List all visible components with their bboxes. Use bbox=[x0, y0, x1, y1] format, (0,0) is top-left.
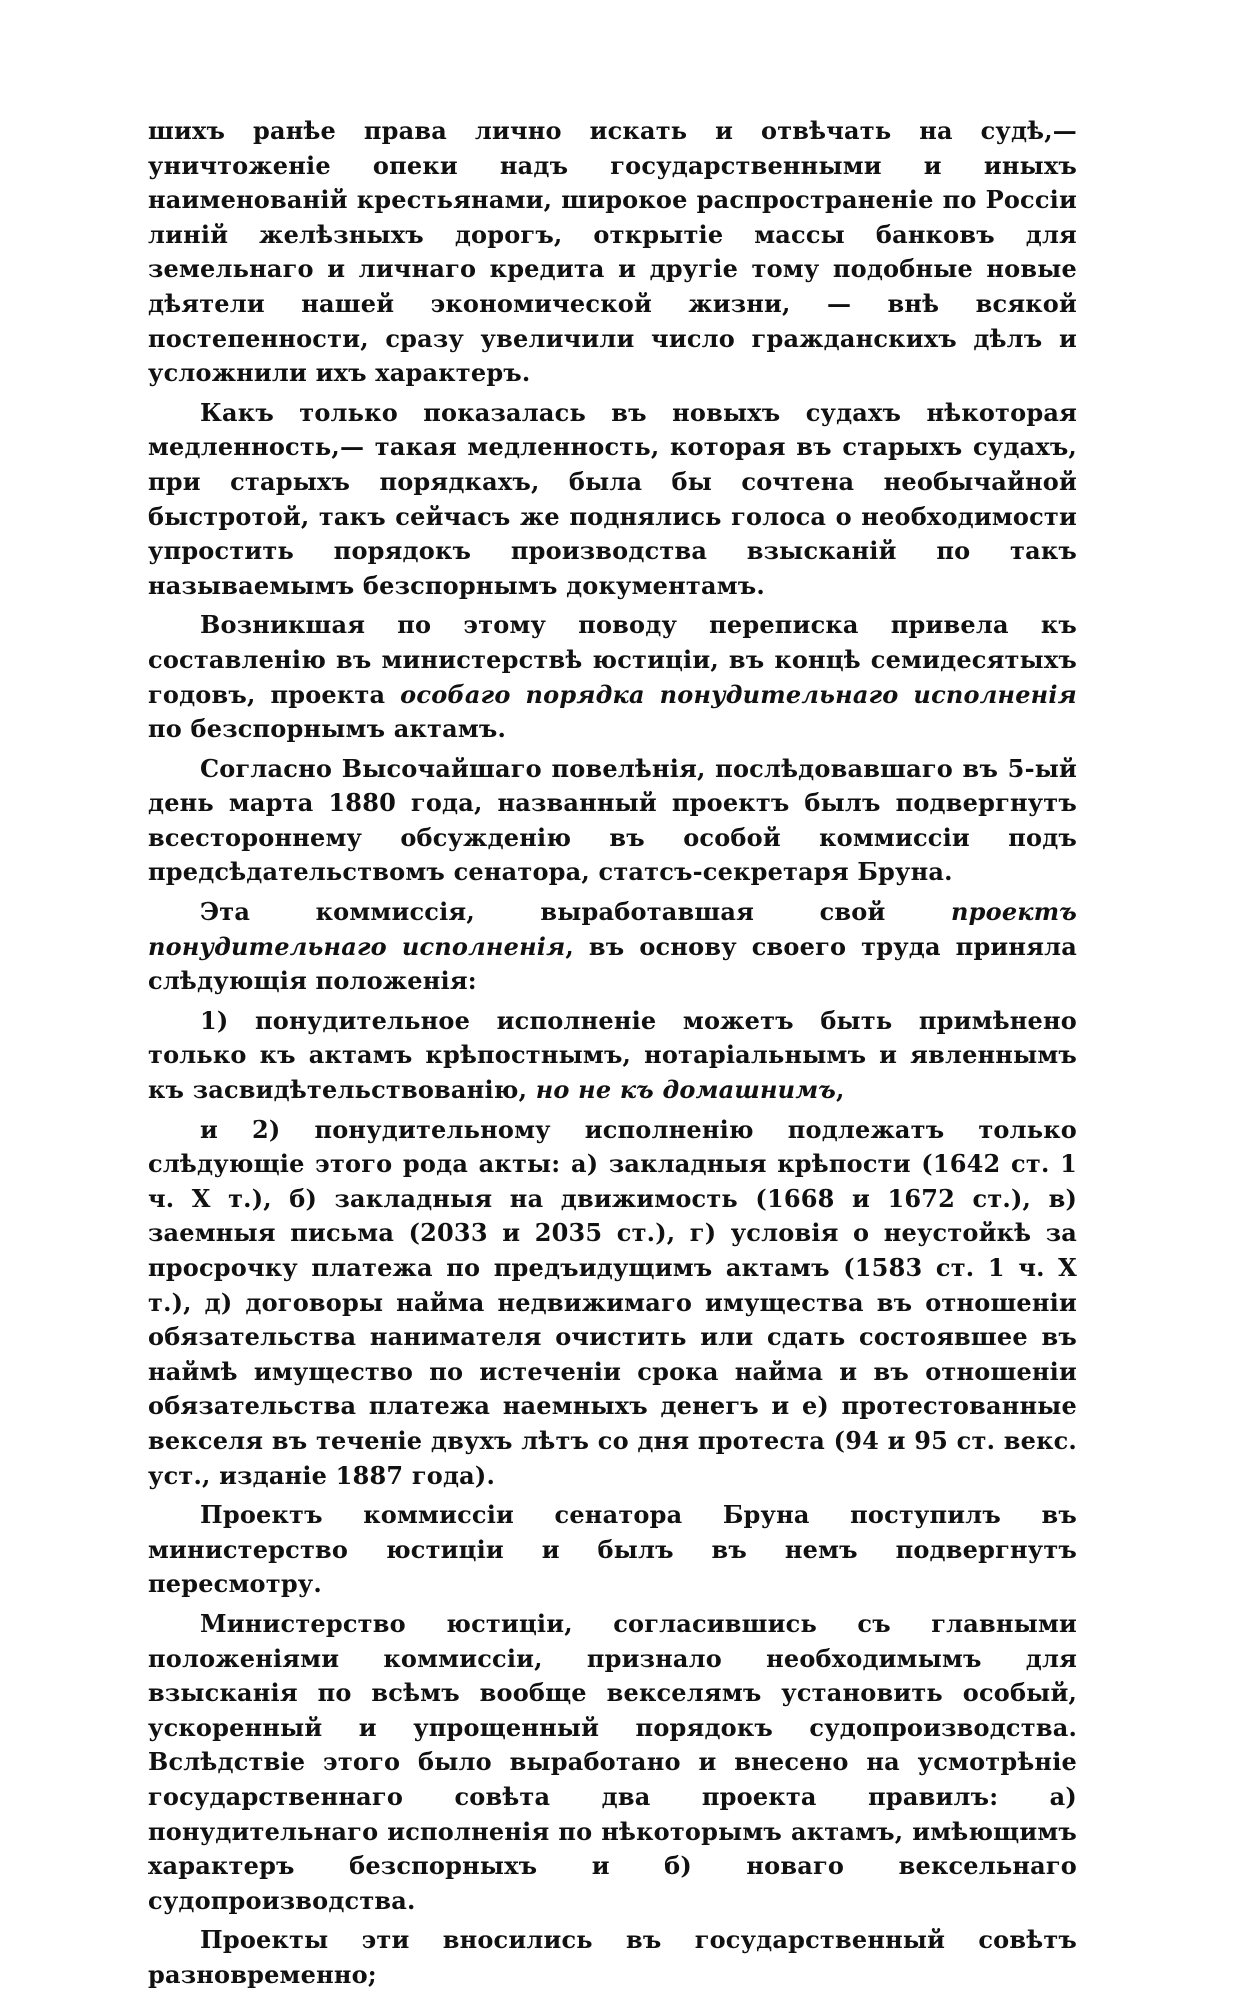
italic-segment: но не къ домашнимъ bbox=[535, 1075, 836, 1105]
italic-segment: особаго порядка понудительнаго исполненія bbox=[400, 679, 1077, 709]
paragraph bbox=[148, 396, 1077, 604]
paragraph bbox=[148, 1607, 1077, 1918]
paragraph bbox=[148, 752, 1077, 890]
text-segment: , bbox=[835, 1075, 845, 1105]
text-segment: , въ основу своего труда приняла слѣдующія положенія: bbox=[148, 931, 1077, 996]
paragraph bbox=[148, 1923, 1077, 1992]
text-segment: 1) понудительное исполненіе можетъ быть примѣнено только къ актамъ крѣпостнымъ, нотаріальнымъ и явленнымъ къ засвидѣтельствованію, bbox=[148, 1005, 1077, 1105]
text-segment: Согласно Высочайшаго повелѣнія, послѣдовавшаго въ 5-ый день марта 1880 года, названный проектъ былъ подвергнутъ всестороннему обсужденію въ особой коммиссіи подъ предсѣдательствомъ сенатора, статсъ-секретаря Бруна. bbox=[148, 753, 1077, 887]
text-segment: и 2) понудительному исполненію подлежатъ только слѣдующіе этого рода акты: а) закладныя крѣпости (1642 ст. 1 ч. X т.), б) закладныя на движимость (1668 и 1672 ст.), в) заемныя письма (2033 и 2035 ст.), г) условія о неустойкѣ за просрочку платежа по предъидущимъ актамъ (1583 ст. 1 ч. X т.), д) договоры найма недвижимаго имущества въ отношеніи обязательства нанимателя очистить или сдать состоявшее въ наймѣ имущество по истеченіи срока найма и въ отношеніи обязательства платежа наемныхъ денегъ и е) протестованные векселя въ теченіе двухъ лѣтъ со дня протеста (94 и 95 ст. векс. уст., изданіе 1887 года). bbox=[148, 1114, 1077, 1490]
text-segment: Какъ только показалась въ новыхъ судахъ нѣкоторая медленность,— такая медленность, которая въ старыхъ судахъ, при старыхъ порядкахъ, была бы сочтена необычайной быстротой, такъ сейчасъ же поднялись голоса о необходимости упростить порядокъ производства взысканій по такъ называемымъ безспорнымъ документамъ. bbox=[148, 397, 1077, 600]
text-segment: шихъ ранѣе права лично искать и отвѣчать на судѣ,—уничтоженіе опеки надъ государственными и иныхъ наименованій крестьянами, широкое распространеніе по Россіи линій желѣзныхъ дорогъ, открытіе массы банковъ для земельнаго и личнаго кредита и другіе тому подобные новые дѣятели нашей экономической жизни, — внѣ всякой постепенности, сразу увеличили число гражданскихъ дѣлъ и усложнили ихъ характеръ. bbox=[148, 116, 1077, 388]
text-segment: Проектъ коммиссіи сенатора Бруна поступилъ въ министерство юстиціи и былъ въ немъ подвергнутъ пересмотру. bbox=[148, 1500, 1077, 1599]
paragraph bbox=[148, 1498, 1077, 1602]
text-segment: Проекты эти вносились въ государственный совѣтъ разновременно; bbox=[148, 1925, 1077, 1989]
paragraph bbox=[148, 895, 1077, 999]
text-segment: Возникшая по этому поводу переписка привела къ составленію въ министерствѣ юстиціи, въ концѣ семидесятыхъ годовъ, проекта bbox=[148, 610, 1077, 709]
list-item-2 bbox=[148, 1113, 1077, 1494]
list-item-1 bbox=[148, 1004, 1077, 1108]
italic-segment: проектъ понудительнаго исполненія bbox=[148, 897, 1077, 961]
paragraph bbox=[148, 114, 1077, 391]
body-text bbox=[148, 114, 1077, 1997]
text-segment: по безспорнымъ актамъ. bbox=[148, 714, 507, 744]
text-segment: Эта коммиссія, выработавшая свой bbox=[200, 897, 951, 927]
paragraph bbox=[148, 608, 1077, 746]
text-segment: Министерство юстиціи, согласившись съ главными положеніями коммиссіи, признало необходимымъ для взысканія по всѣмъ вообще векселямъ установить особый, ускоренный и упрощенный порядокъ судопроизводства. Вслѣдствіе этого было выработано и внесено на усмотрѣніе государственнаго совѣта два проекта правилъ: а) понудительнаго исполненія по нѣкоторымъ актамъ, имѣющимъ характеръ безспорныхъ и б) новаго вексельнаго судопроизводства. bbox=[148, 1608, 1077, 1915]
